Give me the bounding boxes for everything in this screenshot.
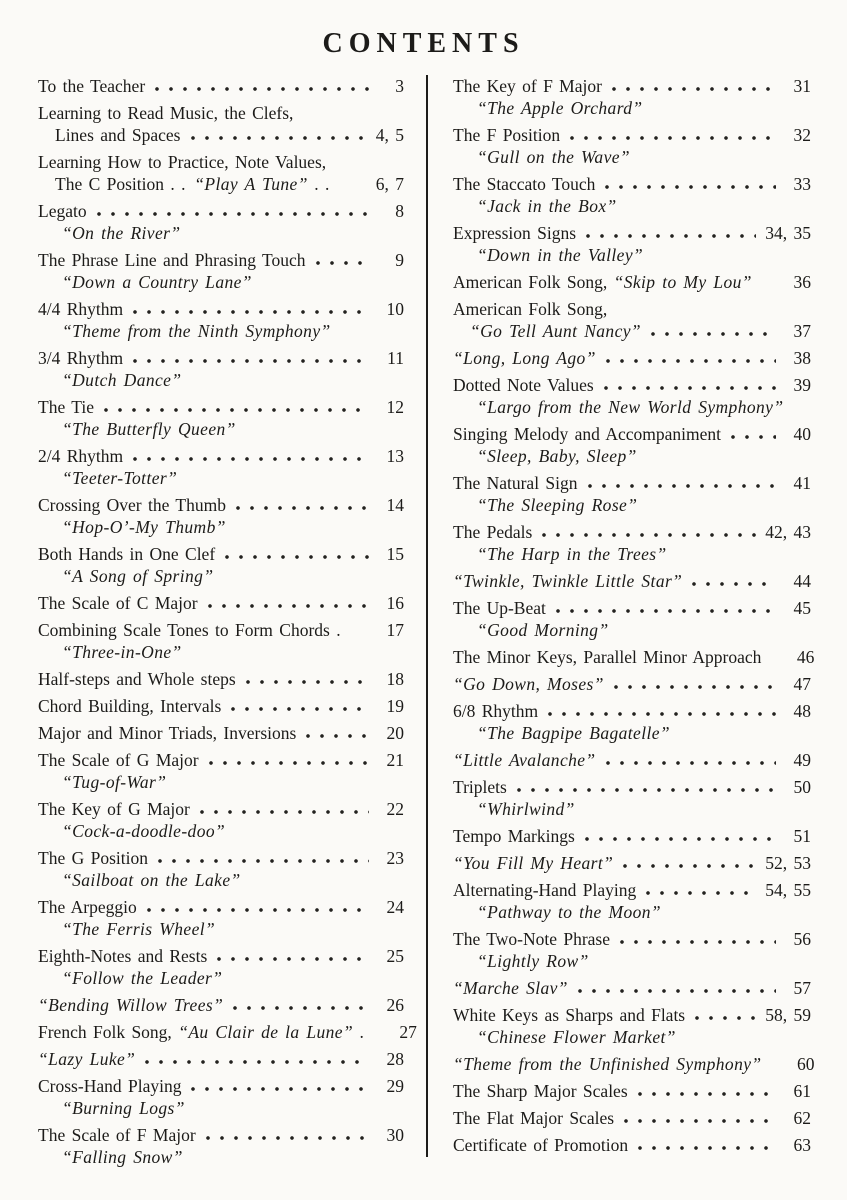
page-number: 30 [386, 1125, 404, 1145]
page-number: 28 [386, 1049, 404, 1069]
toc-entry [453, 928, 811, 972]
page-number: 44 [793, 571, 811, 591]
entry-text: French Folk Song, “Au Clair de la Lune” . [38, 1022, 364, 1042]
column-divider [426, 75, 428, 1157]
entry-subtitle-row [38, 1146, 404, 1168]
toc-entry [38, 1124, 404, 1168]
entry-text: The C Position . . “Play A Tune” . . [55, 174, 330, 194]
entry-text: “Sleep, Baby, Sleep” [477, 446, 637, 466]
entry-subtitle-row [453, 950, 811, 972]
entry-text: Cross-Hand Playing [38, 1076, 182, 1096]
entry-text: The Sharp Major Scales [453, 1081, 628, 1101]
entry-text: “Down a Country Lane” [62, 272, 252, 292]
entry-title-row [38, 695, 404, 717]
entry-text: “Little Avalanche” [453, 750, 596, 770]
entry-text: Alternating-Hand Playing [453, 880, 637, 900]
toc-entry [453, 1004, 811, 1048]
entry-text: “Hop-O’-My Thumb” [62, 517, 226, 537]
entry-text: “The Butterfly Queen” [62, 419, 236, 439]
entry-subtitle-row [453, 619, 811, 641]
entry-text: The Pedals [453, 522, 533, 542]
entry-text: The Arpeggio [38, 897, 137, 917]
page-number: 17 [386, 620, 404, 640]
toc-entry [38, 1048, 404, 1070]
toc-entry [38, 445, 404, 489]
page-number: 54, 55 [765, 880, 811, 900]
toc-entry [38, 249, 404, 293]
page-number: 48 [793, 701, 811, 721]
entry-text: Dotted Note Values [453, 375, 594, 395]
page-number: 26 [386, 995, 404, 1015]
entry-text: “Lightly Row” [477, 951, 589, 971]
entry-title-row [38, 124, 404, 146]
entry-title-row [453, 222, 811, 244]
entry-subtitle-row [453, 244, 811, 266]
entry-text: Lines and Spaces [55, 125, 181, 145]
entry-title-row [38, 445, 404, 467]
entry-text: “The Sleeping Rose” [477, 495, 638, 515]
entry-title-row [38, 749, 404, 771]
entry-text: “Three-in-One” [62, 642, 182, 662]
entry-text: Expression Signs [453, 223, 577, 243]
page-number: 11 [387, 348, 404, 368]
toc-entry [38, 749, 404, 793]
page-number: 21 [386, 750, 404, 770]
entry-title-row [38, 151, 404, 173]
page-number: 18 [386, 669, 404, 689]
entry-title-row [453, 1004, 811, 1026]
page-number: 15 [386, 544, 404, 564]
entry-text: To the Teacher [38, 76, 146, 96]
toc-entry [38, 722, 404, 744]
entry-title-row [453, 472, 811, 494]
toc-entry [38, 151, 404, 195]
toc-entry [453, 1107, 811, 1129]
entry-text: “Theme from the Ninth Symphony” [62, 321, 331, 341]
entry-text: “On the River” [62, 223, 181, 243]
entry-text: “Marche Slav” [453, 978, 568, 998]
toc-entry [453, 347, 811, 369]
entry-text: Singing Melody and Accompaniment [453, 424, 721, 444]
toc-columns [0, 61, 847, 1173]
entry-text: “Jack in the Box” [477, 196, 617, 216]
toc-entry [38, 75, 404, 97]
entry-title-row [38, 200, 404, 222]
page-number: 46 [796, 647, 815, 667]
entry-text: The Key of F Major [453, 76, 602, 96]
toc-entry [453, 977, 811, 999]
entry-text: American Folk Song, [453, 299, 608, 319]
toc-entry [38, 102, 404, 146]
page-number: 40 [793, 424, 811, 444]
page-number: 22 [386, 799, 404, 819]
toc-entry [453, 825, 811, 847]
entry-title-row [453, 597, 811, 619]
entry-subtitle-row [38, 967, 404, 989]
toc-entry [453, 700, 811, 744]
entry-title-row [38, 494, 404, 516]
entry-text: “The Ferris Wheel” [62, 919, 216, 939]
entry-subtitle-row [38, 467, 404, 489]
entry-title-row [453, 75, 811, 97]
entry-title-row [453, 749, 811, 771]
toc-entry [453, 124, 811, 168]
entry-text: “The Bagpipe Bagatelle” [477, 723, 671, 743]
page-number: 16 [386, 593, 404, 613]
toc-entry [38, 695, 404, 717]
entry-text: 2/4 Rhythm [38, 446, 124, 466]
entry-text: Half-steps and Whole steps [38, 669, 236, 689]
entry-subtitle-row [453, 901, 811, 923]
page-number: 56 [793, 929, 811, 949]
entry-title-row [453, 347, 811, 369]
entry-text: White Keys as Sharps and Flats [453, 1005, 686, 1025]
entry-title-row [38, 347, 404, 369]
page-number: 58, 59 [765, 1005, 811, 1025]
toc-entry [38, 347, 404, 391]
page-number: 8 [395, 201, 404, 221]
page-number: 6, 7 [375, 174, 404, 194]
page-number: 32 [793, 125, 811, 145]
page-number: 61 [793, 1081, 811, 1101]
page-number: 25 [386, 946, 404, 966]
toc-entry [38, 847, 404, 891]
entry-title-row [453, 928, 811, 950]
entry-text: “Gull on the Wave” [477, 147, 631, 167]
entry-text: “Largo from the New World Symphony” [477, 397, 784, 417]
entry-subtitle-row [38, 918, 404, 940]
entry-title-row [38, 102, 404, 124]
page-number: 62 [793, 1108, 811, 1128]
entry-text: 3/4 Rhythm [38, 348, 124, 368]
page-number: 27 [399, 1022, 417, 1042]
toc-entry [453, 597, 811, 641]
entry-text: “Good Morning” [477, 620, 609, 640]
entry-title-row [38, 1124, 404, 1146]
entry-text: “Falling Snow” [62, 1147, 183, 1167]
entry-text: Legato [38, 201, 87, 221]
entry-text: “Burning Logs” [62, 1098, 185, 1118]
entry-title-row [453, 521, 811, 543]
entry-text: Both Hands in One Clef [38, 544, 216, 564]
toc-entry [38, 619, 404, 663]
entry-text: Certificate of Promotion [453, 1135, 629, 1155]
entry-title-row [453, 570, 811, 592]
entry-text: “Long, Long Ago” [453, 348, 596, 368]
entry-text: “The Harp in the Trees” [477, 544, 667, 564]
entry-title-row [453, 1134, 811, 1156]
entry-title-row [453, 879, 811, 901]
toc-entry [453, 423, 811, 467]
entry-title-row [38, 896, 404, 918]
toc-entry [38, 994, 404, 1016]
toc-entry [453, 673, 811, 695]
page-number: 57 [793, 978, 811, 998]
entry-title-row [453, 298, 811, 320]
entry-title-row [453, 825, 811, 847]
page-number: 33 [793, 174, 811, 194]
entry-subtitle-row [38, 516, 404, 538]
entry-subtitle-row [38, 369, 404, 391]
entry-subtitle-row [453, 146, 811, 168]
page-number: 36 [793, 272, 811, 292]
entry-title-row [38, 543, 404, 565]
toc-entry [38, 668, 404, 690]
page-number: 4, 5 [375, 125, 404, 145]
toc-entry [453, 75, 811, 119]
toc-entry [453, 646, 815, 668]
page-number: 47 [793, 674, 811, 694]
entry-subtitle-row [453, 798, 811, 820]
entry-subtitle-row [453, 722, 811, 744]
entry-text: Combining Scale Tones to Form Chords . [38, 620, 341, 640]
entry-text: The Tie [38, 397, 94, 417]
toc-entry [38, 1075, 404, 1119]
entry-title-row [38, 945, 404, 967]
entry-text: The Up-Beat [453, 598, 546, 618]
page-number: 63 [793, 1135, 811, 1155]
entry-text: American Folk Song, “Skip to My Lou” [453, 272, 752, 292]
entry-title-row [38, 798, 404, 820]
entry-subtitle-row [453, 494, 811, 516]
entry-title-row [453, 977, 811, 999]
page-number: 29 [386, 1076, 404, 1096]
page-number: 31 [793, 76, 811, 96]
toc-entry [453, 1080, 811, 1102]
entry-text: “Cock-a-doodle-doo” [62, 821, 226, 841]
entry-title-row [38, 1048, 404, 1070]
page-number: 60 [797, 1054, 815, 1074]
toc-entry [453, 173, 811, 217]
page-number: 42, 43 [765, 522, 811, 542]
toc-entry [453, 521, 811, 565]
entry-subtitle-row [38, 320, 404, 342]
entry-subtitle-row [453, 543, 811, 565]
toc-entry [453, 749, 811, 771]
entry-subtitle-row [38, 222, 404, 244]
entry-subtitle-row [38, 641, 404, 663]
entry-text: “Tug-of-War” [62, 772, 167, 792]
entry-title-row [453, 124, 811, 146]
page-number: 9 [395, 250, 404, 270]
toc-entry [38, 298, 404, 342]
entry-text: Triplets [453, 777, 507, 797]
page-number: 34, 35 [765, 223, 811, 243]
entry-title-row [38, 249, 404, 271]
entry-text: The Key of G Major [38, 799, 190, 819]
entry-title-row [38, 722, 404, 744]
entry-text: Eighth-Notes and Rests [38, 946, 208, 966]
toc-entry [38, 896, 404, 940]
page-number: 41 [793, 473, 811, 493]
entry-subtitle-row [38, 869, 404, 891]
toc-entry [453, 472, 811, 516]
page-title: CONTENTS [322, 28, 525, 59]
entry-text: “Sailboat on the Lake” [62, 870, 241, 890]
toc-entry [38, 945, 404, 989]
entry-subtitle-row [453, 445, 811, 467]
toc-entry [38, 1021, 417, 1043]
entry-text: “Pathway to the Moon” [477, 902, 662, 922]
entry-text: “Go Down, Moses” [453, 674, 604, 694]
entry-text: The Natural Sign [453, 473, 578, 493]
entry-title-row [453, 673, 811, 695]
entry-title-row [38, 668, 404, 690]
entry-subtitle-row [38, 771, 404, 793]
entry-text: The Scale of F Major [38, 1125, 196, 1145]
entry-title-row [453, 1107, 811, 1129]
toc-entry [38, 200, 404, 244]
entry-text: “Down in the Valley” [477, 245, 644, 265]
entry-text: “Chinese Flower Market” [477, 1027, 676, 1047]
toc-entry [453, 852, 811, 874]
entry-text: “Twinkle, Twinkle Little Star” [453, 571, 683, 591]
toc-entry [38, 543, 404, 587]
page-number: 12 [386, 397, 404, 417]
toc-entry [453, 879, 811, 923]
entry-text: Crossing Over the Thumb [38, 495, 226, 515]
page-number: 20 [386, 723, 404, 743]
toc-entry [38, 798, 404, 842]
page-number: 24 [386, 897, 404, 917]
toc-column-right [453, 75, 815, 1173]
entry-title-row [453, 700, 811, 722]
entry-text: “Bending Willow Trees” [38, 995, 224, 1015]
toc-entry [38, 494, 404, 538]
toc-entry [453, 271, 811, 293]
entry-text: The Flat Major Scales [453, 1108, 615, 1128]
entry-title-row [38, 173, 404, 195]
entry-text: “Follow the Leader” [62, 968, 223, 988]
page-number: 45 [793, 598, 811, 618]
entry-text: Chord Building, Intervals [38, 696, 222, 716]
page-number: 19 [386, 696, 404, 716]
entry-text: Learning How to Practice, Note Values, [38, 152, 327, 172]
page-number: 51 [793, 826, 811, 846]
entry-title-row [453, 271, 811, 293]
entry-subtitle-row [38, 418, 404, 440]
entry-subtitle-row [38, 820, 404, 842]
entry-text: Tempo Markings [453, 826, 575, 846]
toc-entry [38, 592, 404, 614]
entry-text: Learning to Read Music, the Clefs, [38, 103, 294, 123]
page-number: 38 [793, 348, 811, 368]
entry-subtitle-row [38, 1097, 404, 1119]
entry-title-row [453, 374, 811, 396]
entry-title-row [38, 75, 404, 97]
page-number: 3 [395, 76, 404, 96]
entry-title-row [453, 1053, 815, 1075]
entry-title-row [453, 320, 811, 342]
entry-title-row [38, 994, 404, 1016]
page-number: 10 [386, 299, 404, 319]
entry-text: The Scale of C Major [38, 593, 198, 613]
entry-text: 6/8 Rhythm [453, 701, 539, 721]
entry-title-row [453, 173, 811, 195]
entry-text: “Dutch Dance” [62, 370, 182, 390]
entry-title-row [38, 298, 404, 320]
toc-entry [453, 298, 811, 342]
toc-entry [453, 1134, 811, 1156]
entry-text: “Go Tell Aunt Nancy” [470, 321, 642, 341]
page-number: 13 [386, 446, 404, 466]
entry-subtitle-row [38, 565, 404, 587]
toc-entry [453, 222, 811, 266]
entry-title-row [38, 396, 404, 418]
entry-title-row [38, 619, 404, 641]
page-number: 49 [793, 750, 811, 770]
page-number: 23 [386, 848, 404, 868]
entry-text: The Staccato Touch [453, 174, 596, 194]
entry-text: “You Fill My Heart” [453, 853, 614, 873]
entry-text: The F Position [453, 125, 561, 145]
entry-title-row [453, 776, 811, 798]
entry-text: Major and Minor Triads, Inversions [38, 723, 297, 743]
entry-text: The Minor Keys, Parallel Minor Approach [453, 647, 762, 667]
entry-text: “Theme from the Unfinished Symphony” [453, 1054, 762, 1074]
toc-entry [453, 776, 811, 820]
entry-text: “Teeter-Totter” [62, 468, 178, 488]
page-number: 37 [793, 321, 811, 341]
entry-text: “The Apple Orchard” [477, 98, 643, 118]
entry-text: The Phrase Line and Phrasing Touch [38, 250, 306, 270]
page-number: 52, 53 [765, 853, 811, 873]
entry-title-row [38, 592, 404, 614]
toc-entry [453, 374, 811, 418]
entry-title-row [38, 847, 404, 869]
toc-entry [453, 1053, 815, 1075]
entry-text: “Lazy Luke” [38, 1049, 136, 1069]
entry-subtitle-row [453, 97, 811, 119]
entry-subtitle-row [453, 1026, 811, 1048]
page-number: 14 [386, 495, 404, 515]
entry-text: “A Song of Spring” [62, 566, 214, 586]
entry-title-row [38, 1075, 404, 1097]
entry-text: The Two-Note Phrase [453, 929, 610, 949]
entry-title-row [38, 1021, 417, 1043]
toc-entry [453, 570, 811, 592]
entry-subtitle-row [453, 195, 811, 217]
entry-text: The Scale of G Major [38, 750, 199, 770]
entry-title-row [453, 646, 815, 668]
entry-subtitle-row [38, 271, 404, 293]
entry-title-row [453, 852, 811, 874]
entry-subtitle-row [453, 396, 811, 418]
entry-title-row [453, 423, 811, 445]
toc-column-left [38, 75, 417, 1173]
entry-text: The G Position [38, 848, 148, 868]
entry-title-row [453, 1080, 811, 1102]
page-number: 50 [793, 777, 811, 797]
toc-entry [38, 396, 404, 440]
entry-text: 4/4 Rhythm [38, 299, 124, 319]
page-number: 39 [793, 375, 811, 395]
entry-text: “Whirlwind” [477, 799, 575, 819]
